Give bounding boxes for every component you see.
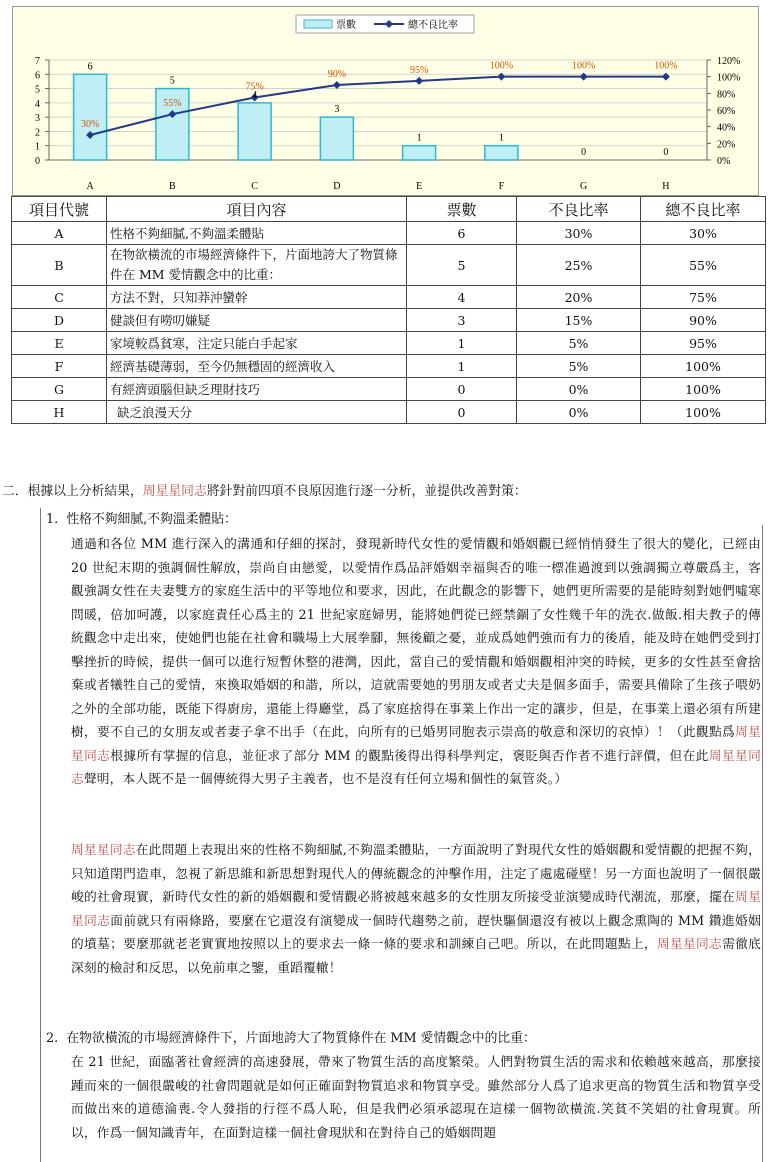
item-1-heading: 1. 性格不夠細膩,不夠溫柔體貼：: [46, 512, 237, 527]
row-content: 方法不對，只知莽沖蠻幹: [107, 286, 407, 309]
row-votes: 4: [407, 286, 517, 309]
header-content: 項目內容: [107, 197, 407, 222]
y-right-tick-label: 0%: [717, 156, 731, 167]
chart-legend: [296, 15, 474, 33]
row-total: 90%: [641, 309, 766, 332]
row-votes: 1: [407, 332, 517, 355]
row-code: A: [12, 222, 107, 245]
line-value-label: 95%: [409, 64, 429, 76]
bar-value-label: 4: [252, 89, 258, 101]
legend-line-label: 總不良比率: [408, 20, 458, 31]
x-tick-label: A: [86, 181, 94, 192]
table-row: [12, 332, 766, 355]
row-total: 100%: [641, 378, 766, 401]
y-right-tick-label: 120%: [717, 56, 741, 67]
line-value-label: 30%: [80, 119, 100, 130]
table-row: [12, 355, 766, 378]
row-votes: 0: [407, 378, 517, 401]
line-value-label: 90%: [327, 69, 347, 80]
row-code: B: [12, 245, 107, 286]
line-point-G: [580, 73, 588, 81]
row-code: C: [12, 286, 107, 309]
row-votes: 3: [407, 309, 517, 332]
y-left-tick-label: 6: [35, 70, 40, 82]
bar-value-label: 6: [87, 61, 93, 73]
line-value-label: 75%: [245, 81, 264, 93]
item-1-paragraph-2: 周星星同志在此問題上表現出來的性格不夠細膩,不夠溫柔體貼，一方面說明了對現代女性的婚姻觀和愛情觀的把握不夠，只知道閉門造車，忽視了新思維和新思想對現代人的傳統觀念的沖擊作用，注定了處處碰壁！另一方面也說明了一個很嚴峻的社會現實，新時代女性的新的婚姻觀和愛情觀必將被越來越多的女性朋友所接受並演變成時代潮流，那麼，擺在周星星同志面前就只有兩條路，要麼在它還沒有演變成一個時代趨勢之前，趕快驅個還沒有被以上觀念熏陶的 MM 鑽進婚姻的墳墓；要麼那就老老實實地按照以上的要求去一條一條的要求和訓練自己吧。所以，在此問題點上，周星星同志需徹底深刻的檢討和反思，以免前車之鑒，重蹈覆轍！: [71, 842, 762, 975]
x-tick-label: F: [498, 181, 505, 192]
bar-value-label: 1: [416, 132, 422, 144]
x-tick-label: D: [333, 181, 341, 192]
legend-bar-label: 票數: [336, 20, 356, 31]
row-rate: 0%: [517, 401, 641, 424]
y-left-tick-label: 3: [35, 113, 40, 125]
row-rate: 5%: [517, 355, 641, 378]
y-right-tick-label: 80%: [717, 89, 736, 101]
line-value-label: 100%: [654, 60, 678, 72]
item-2-heading: 2. 在物欲橫流的市場經濟條件下，片面地誇大了物質條件在 MM 愛情觀念中的比重：: [46, 1031, 536, 1046]
y-left-tick-label: 5: [35, 84, 40, 96]
row-content: 有經濟頭腦但缺乏理財技巧: [107, 378, 407, 401]
row-total: 75%: [641, 286, 766, 309]
row-rate: 30%: [517, 222, 641, 245]
row-votes: 6: [407, 222, 517, 245]
bar-E: [403, 146, 436, 160]
x-tick-label: B: [169, 181, 176, 192]
line-point-F: [497, 73, 505, 81]
bar-value-label: 5: [169, 75, 175, 87]
bar-value-label: 0: [581, 147, 587, 158]
row-content: 性格不夠細膩,不夠溫柔體貼: [107, 222, 407, 245]
bar-D: [320, 117, 353, 160]
header-total: 總不良比率: [641, 197, 766, 222]
row-rate: 25%: [517, 245, 641, 286]
bar-A: [74, 74, 107, 160]
section-2-heading: 二．根據以上分析結果，周星星同志將針對前四項不良原因進行逐一分析，並提供改善對策：: [2, 484, 527, 499]
row-votes: 0: [407, 401, 517, 424]
row-code: H: [12, 401, 107, 424]
line-point-E: [415, 77, 423, 85]
row-code: G: [12, 378, 107, 401]
bar-C: [238, 103, 271, 160]
row-total: 55%: [641, 245, 766, 286]
row-total: 100%: [641, 355, 766, 378]
line-point-H: [662, 73, 670, 81]
row-votes: 5: [407, 245, 517, 286]
row-rate: 15%: [517, 309, 641, 332]
row-total: 100%: [641, 401, 766, 424]
header-votes: 票數: [407, 197, 517, 222]
left-margin-line: [40, 508, 41, 1162]
bar-value-label: 1: [498, 132, 504, 144]
table-row: [12, 309, 766, 332]
header-rate: 不良比率: [517, 197, 641, 222]
row-content: 健談但有嘮叨嫌疑: [107, 309, 407, 332]
x-tick-label: H: [662, 181, 670, 192]
row-content: 經濟基礎薄弱，至今仍無穩固的經濟收入: [107, 355, 407, 378]
table-header-row: [12, 197, 766, 222]
row-code: E: [12, 332, 107, 355]
bar-F: [485, 146, 518, 160]
x-tick-label: C: [251, 181, 258, 192]
table-row: [12, 378, 766, 401]
header-code: 項目代號: [12, 197, 107, 222]
y-left-tick-label: 4: [35, 98, 40, 110]
chart-svg: [13, 7, 758, 195]
bar-value-label: 0: [663, 147, 669, 158]
item-1-paragraph: 通過和各位 MM 進行深入的溝通和仔細的探討，發現新時代女性的愛情觀和婚姻觀已經悄悄發生了很大的變化，已經由 20 世紀末期的強調個性解放，崇尚自由戀愛，以愛情作爲品評婚姻幸福與否的唯一標准過渡到以強調獨立尊嚴爲主，客觀強調女性在夫妻雙方的家庭生活中的平等地位和要求，因此，在此觀念的影響下，她們更所需要的是能時刻對她們噓寒問暖，倍加呵護，以家庭責任心爲主的 21 世紀家庭婦男，能將她們從已經禁錮了女性幾千年的洗衣.做飯.相夫教子的傳統觀念中走出來，使她們也能在社會和職場上大展拳腳，無後顧之憂，並成爲她們強而有力的後盾，能及時在她們受到打擊挫折的時候，提供一個可以進行短暫休整的港灣，因此，當自己的愛情觀和婚姻觀相沖突的時候，更多的女性甚至會捨棄或者犧牲自己的愛情，來換取婚姻的和諧，所以，這就需要她的男朋友或者丈夫是個多面手，需要具備除了生孩子喂奶之外的全部功能，既能下得廚房，還能上得廳堂，爲了家庭捨得在事業上作出一定的讓步，但是，在事業上還必須有所建樹，要不自己的女朋友或者妻子拿不出手（在此，向所有的已婚男同胞表示崇高的敬意和深切的哀悼）！（此觀點爲周星星同志根據所有掌握的信息，並征求了部分 MM 的觀點後得出得科學判定，褒貶與否作者不進行評價，但在此周星星同志聲明，本人既不是一個傳統得大男子主義者，也不是沒有任何立場和個性的氣管炎。）: [71, 536, 762, 786]
line-value-label: 100%: [571, 60, 596, 72]
line-value-label: 55%: [163, 98, 182, 110]
pareto-chart: [12, 6, 759, 196]
table-row: [12, 286, 766, 309]
chart-gridlines: [49, 60, 707, 160]
row-content: 家境較爲貧寒，注定只能白手起家: [107, 332, 407, 355]
row-rate: 20%: [517, 286, 641, 309]
line-value-label: 100%: [489, 60, 514, 72]
line-point-D: [333, 81, 341, 89]
x-tick-label: E: [416, 181, 423, 192]
row-content: 缺乏浪漫天分: [107, 401, 407, 424]
row-rate: 0%: [517, 378, 641, 401]
y-left-tick-label: 0: [35, 156, 40, 167]
defect-table: [11, 196, 766, 424]
row-total: 95%: [641, 332, 766, 355]
bar-value-label: 3: [334, 104, 340, 116]
row-content: 在物欲橫流的市場經濟條件下，片面地誇大了物質條件在 MM 愛情觀念中的比重：: [107, 245, 407, 286]
y-left-tick-label: 1: [35, 141, 40, 153]
table-row: [12, 245, 766, 286]
chart-axes: [35, 56, 740, 167]
table-row: [12, 401, 766, 424]
row-rate: 5%: [517, 332, 641, 355]
row-total: 30%: [641, 222, 766, 245]
x-tick-label: G: [580, 181, 588, 192]
item-2-paragraph: 在 21 世紀，面臨著社會經濟的高速發展，帶來了物質生活的高度繁榮。人們對物質生活的需求和依賴越來越高，那麼接踵而來的一個很嚴峻的社會問題就是如何正確面對物質追求和物質享受。雖然部分人爲了追求更高的物質生活和物質享受而做出來的道德淪喪.令人發指的行徑不爲人恥，但是我們必須承認現在這樣一個物欲橫流.笑貧不笑娼的社會現實。所以，作爲一個知識青年，在面對這樣一個社會現狀和在對待自己的婚姻問題: [71, 1054, 761, 1140]
y-right-tick-label: 60%: [717, 106, 736, 117]
y-right-tick-label: 100%: [717, 72, 741, 84]
y-left-tick-label: 7: [35, 56, 40, 67]
row-code: F: [12, 355, 107, 378]
legend-bar-swatch: [304, 20, 332, 28]
row-code: D: [12, 309, 107, 332]
right-margin-line: [762, 525, 763, 1162]
y-right-tick-label: 40%: [717, 122, 736, 134]
table-row: [12, 222, 766, 245]
row-votes: 1: [407, 355, 517, 378]
y-right-tick-label: 20%: [717, 139, 736, 151]
y-left-tick-label: 2: [35, 127, 40, 139]
